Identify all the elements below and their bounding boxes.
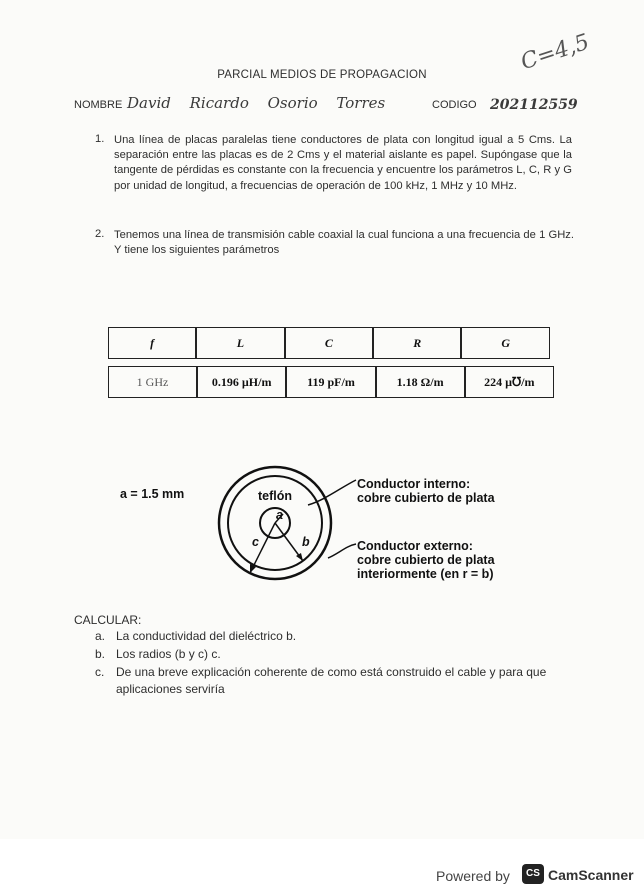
camscanner-logo-icon: CS (522, 864, 544, 884)
header-g: G (461, 327, 550, 359)
outer-conductor-label-2: cobre cubierto de plata (357, 553, 495, 567)
header-r: R (373, 327, 461, 359)
calc-item-b-text: Los radios (b y c) c. (116, 647, 221, 661)
calc-item-b-letter: b. (95, 647, 106, 661)
header-c: C (285, 327, 373, 359)
question-2-text: Tenemos una línea de transmisión cable coaxial la cual funciona a una frecuencia de 1 GHz. Y tiene los siguientes parámetros (114, 229, 574, 257)
question-2-number: 2. (95, 228, 105, 240)
powered-by-text: Powered by (436, 868, 510, 884)
value-f: 1 GHz (108, 366, 197, 398)
grade-handwritten: C=4,5 (517, 29, 593, 76)
dielectric-label: teflón (258, 489, 293, 503)
outer-conductor-label-1: Conductor externo: (357, 539, 473, 553)
name-label: NOMBRE (74, 99, 123, 111)
value-c: 119 pF/m (286, 366, 375, 398)
calc-item-c-text: De una breve explicación coherente de como está construido el cable y para que aplicaciones serviría (116, 665, 547, 696)
name-value: David Ricardo Osorio Torres (127, 94, 386, 112)
radius-a-label: a = 1.5 mm (120, 487, 185, 501)
calc-item-a-text: La conductividad del dieléctrico b. (116, 629, 297, 643)
calc-heading: CALCULAR: (74, 613, 142, 627)
inner-conductor-label-1: Conductor interno: (357, 477, 471, 491)
question-1-number: 1. (95, 133, 105, 145)
parameter-table-header (108, 327, 550, 359)
calc-item-c-letter: c. (95, 665, 105, 679)
code-value: 202112559 (490, 97, 578, 113)
coaxial-cable-diagram (100, 460, 540, 600)
value-r: 1.18 Ω/m (376, 366, 465, 398)
parameter-table-values (108, 366, 554, 398)
code-label: CODIGO (432, 99, 477, 111)
header-l: L (196, 327, 284, 359)
radius-a: a (276, 508, 283, 522)
value-l: 0.196 µH/m (197, 366, 286, 398)
inner-conductor-label-2: cobre cubierto de plata (357, 491, 495, 505)
question-1-text: Una línea de placas paralelas tiene conductores de plata con longitud igual a 5 Cms. La separación entre las placas es de 2 Cms y el material aislante es papel. Supóngase que la tangente de pérdidas es constante con la frecuencia y encuentre los parámetros L, C, R y G por unidad de longitud, a frecuencias de operación de 100 kHz, 1 MHz y 10 MHz. (114, 134, 572, 192)
value-g: 224 µ℧/m (465, 366, 554, 398)
radius-c: c (252, 535, 259, 549)
radius-b: b (302, 535, 310, 549)
calc-item-a-letter: a. (95, 629, 106, 643)
camscanner-brand: CamScanner (548, 867, 634, 883)
outer-conductor-label-3: interiormente (en r = b) (357, 567, 494, 581)
header-f: f (108, 327, 196, 359)
exam-title: PARCIAL MEDIOS DE PROPAGACION (217, 69, 427, 81)
